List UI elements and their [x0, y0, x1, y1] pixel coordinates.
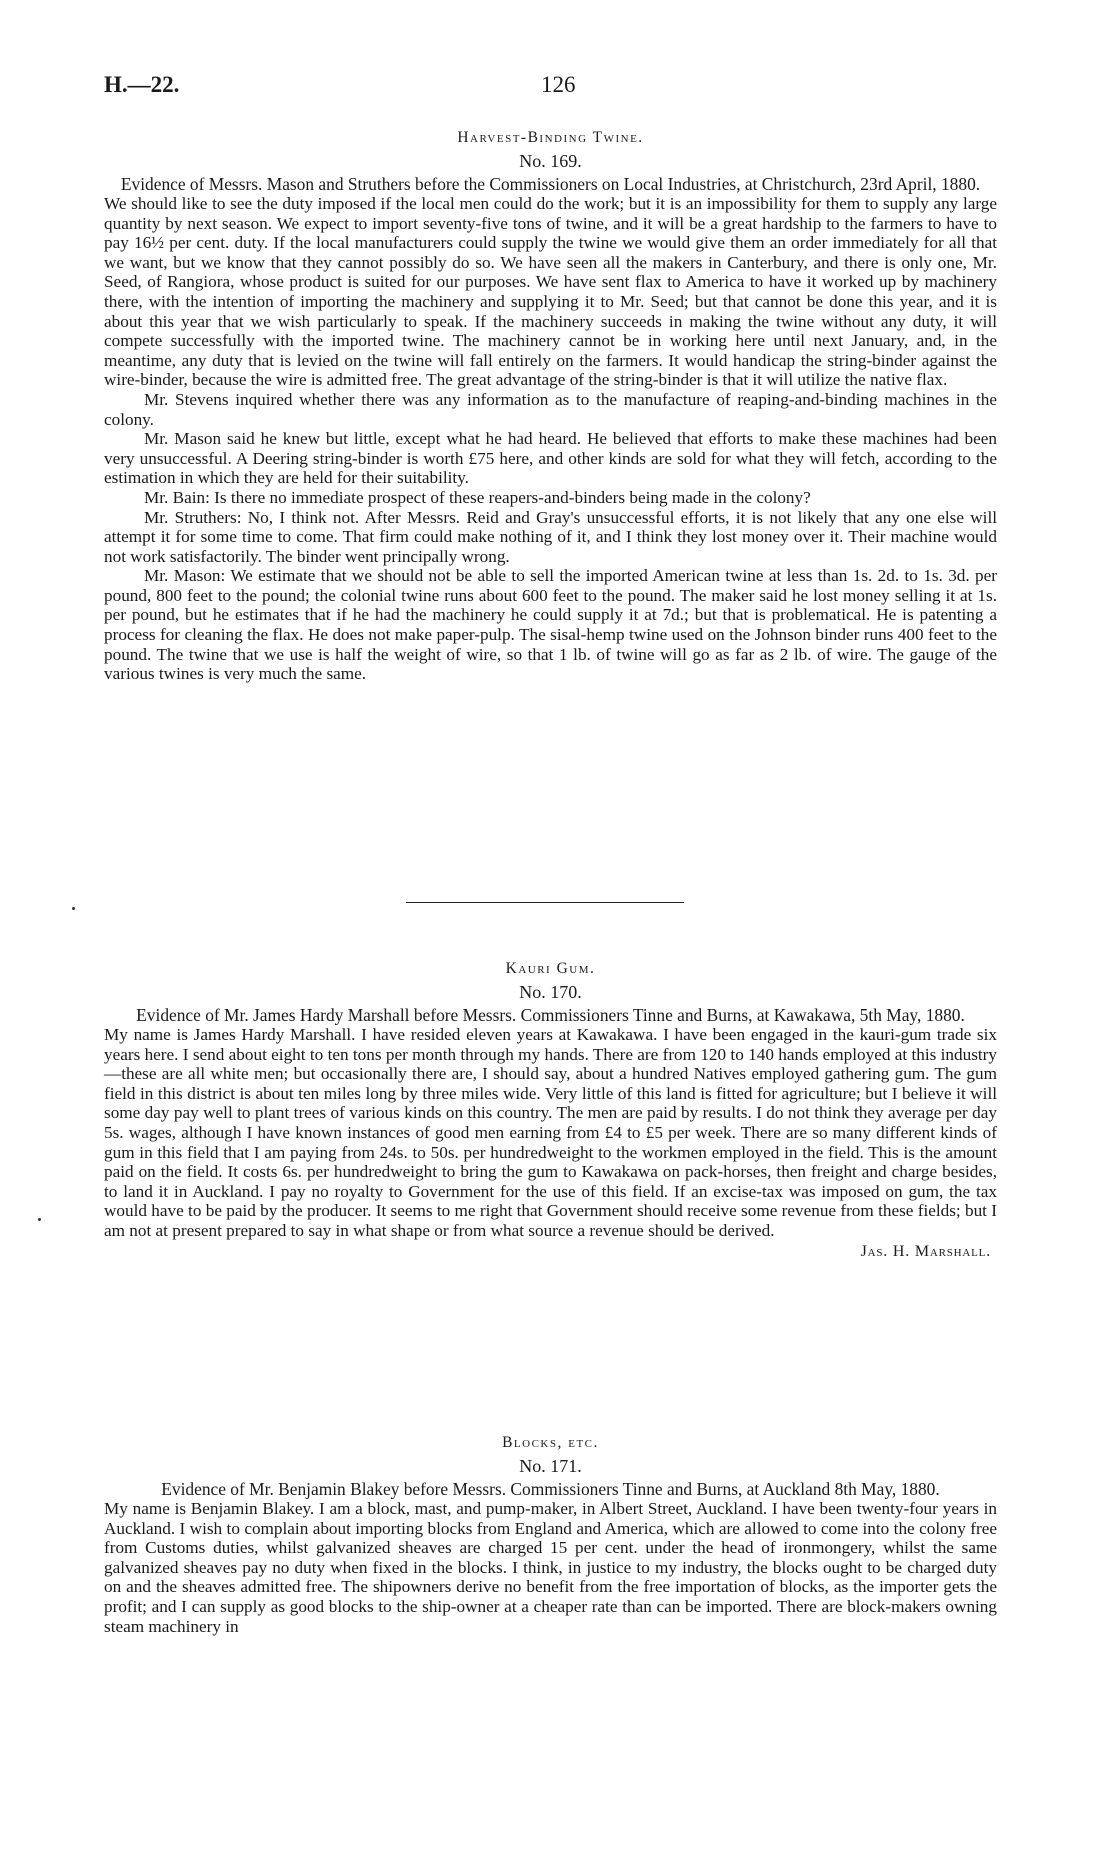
- paragraph: Mr. Bain: Is there no immediate prospect of these reapers-and-binders being made in the colony?: [144, 487, 811, 507]
- paragraph: We should like to see the duty imposed if the local men could do the work; but it is an impossibility for them to supply any large quantity by next season. We expect to import seventy-five tons of twine, and it will be a great hardship to the farmers to have to pay 16½ per cent. duty. If the local manufacturers could supply the twine we would give them an order immediately for all that we want, but we know that they cannot possibly do so. We have seen all the makers in Canterbury, and there is only one, Mr. Seed, of Rangiora, whose product is suited for our purposes. We have sent flax to America to have it worked up by machinery there, with the intention of importing the machinery and supplying it to Mr. Seed; but that cannot be done this year, and it is about this year that we wish particularly to speak. If the machinery succeeds in making the twine without any duty, it will compete successfully with the imported twine. The machinery cannot be in working here until next January, and, in the meantime, any duty that is levied on the twine will fall entirely on the farmers. It would handicap the string-binder against the wire-binder, because the wire is admitted free. The great advantage of the string-binder is that it will utilize the native flax.: [104, 194, 997, 390]
- paragraph: My name is James Hardy Marshall. I have resided eleven years at Kawakawa. I have been engaged in the kauri-gum trade six years here. I send about eight to ten tons per month through my hands. There are from 120 to 140 hands employed at this industry—these are all white men; but occasionally there are, I should say, about a hundred Natives employed gathering gum. The gum field in this district is about ten miles long by three miles wide. Very little of this land is fitted for agriculture; but I believe it will some day pay well to plant trees of various kinds on this country. The men are paid by results. I do not think they average per day 5s. wages, although I have known instances of good men earning from £4 to £5 per week. There are so many different kinds of gum in this field that I am paying from 24s. to 50s. per hundredweight to the workmen employed in the field. This is the amount paid on the field. It costs 6s. per hundredweight to bring the gum to Kawakawa on pack-horses, then freight and charge besides, to land it in Auckland. I pay no royalty to Government for the use of this field. If an excise-tax was imposed on gum, the tax would have to be paid by the producer. It seems to me right that Government should receive some revenue from these fields; but I am not at present prepared to say in what shape or from what source a revenue should be derived.: [104, 1025, 997, 1240]
- section-blocks: [104, 1432, 997, 1636]
- evidence-heading: Evidence of Mr. Benjamin Blakey before Messrs. Commissioners Tinne and Burns, at Auckland 8th May, 1880.: [161, 1479, 940, 1499]
- margin-mark: [38, 1218, 41, 1221]
- section-harvest-binding-twine: [104, 127, 997, 684]
- evidence-heading: Evidence of Mr. James Hardy Marshall before Messrs. Commissioners Tinne and Burns, at Kawakawa, 5th May, 1880.: [136, 1005, 965, 1025]
- paragraph: Mr. Mason: We estimate that we should not be able to sell the imported American twine at less than 1s. 2d. to 1s. 3d. per pound, 800 feet to the pound; the colonial twine runs about 600 feet to the pound. The maker said he lost money selling it at 1s. per pound, but he estimates that if he had the machinery he could supply it at 7d.; but that is problematical. He is patenting a process for cleaning the flax. He does not make paper-pulp. The sisal-hemp twine used on the Johnson binder runs 400 feet to the pound. The twine that we use is half the weight of wire, so that 1 lb. of twine will go as far as 2 lb. of wire. The gauge of the various twines is very much the same.: [104, 566, 997, 684]
- signature: Jas. H. Marshall.: [860, 1242, 991, 1260]
- section-body: [104, 1499, 997, 1636]
- page-number: 126: [541, 72, 576, 97]
- section-body: [104, 1025, 997, 1241]
- section-kauri-gum: [104, 958, 997, 1262]
- section-number: No. 171.: [519, 1456, 582, 1476]
- document-code: H.—22.: [104, 72, 180, 97]
- section-title: Kauri Gum.: [505, 960, 596, 977]
- section-divider: [406, 902, 684, 903]
- paragraph: Mr. Mason said he knew but little, except what he had heard. He believed that efforts to make these machines had been very unsuccessful. A Deering string-binder is worth £75 here, and other kinds are sold for what they will fetch, according to the estimation in which they are held for their suitability.: [104, 429, 997, 488]
- section-title: Blocks, etc.: [502, 1434, 599, 1451]
- section-body: [104, 194, 997, 684]
- margin-mark: [72, 907, 75, 910]
- paragraph: Mr. Struthers: No, I think not. After Messrs. Reid and Gray's unsuccessful efforts, it is not likely that any one else will attempt it for some time to come. That firm could make nothing of it, and I think they lost money over it. Their machine would not work satisfactorily. The binder went principally wrong.: [104, 507, 997, 566]
- section-title: Harvest-Binding Twine.: [457, 129, 644, 146]
- paragraph: Mr. Stevens inquired whether there was any information as to the manufacture of reaping-and-binding machines in the colony.: [104, 389, 997, 429]
- section-number: No. 169.: [519, 151, 582, 171]
- evidence-heading: Evidence of Messrs. Mason and Struthers before the Commissioners on Local Industries, at Christchurch, 23rd April, 1880.: [120, 174, 981, 194]
- section-number: No. 170.: [519, 982, 582, 1002]
- paragraph: My name is Benjamin Blakey. I am a block, mast, and pump-maker, in Albert Street, Auckland. I have been twenty-four years in Auckland. I wish to complain about importing blocks from England and America, which are allowed to come into the colony free from Customs duties, whilst galvanized sheaves are charged 15 per cent. under the head of ironmongery, whilst the same galvanized sheaves pay no duty when fixed in the blocks. I think, in justice to my industry, the blocks ought to be charged duty on and the sheaves admitted free. The shipowners derive no benefit from the free importation of blocks, as the importer gets the profit; and I can supply as good blocks to the ship-owner at a cheaper rate than can be imported. There are block-makers owning steam machinery in: [104, 1499, 997, 1636]
